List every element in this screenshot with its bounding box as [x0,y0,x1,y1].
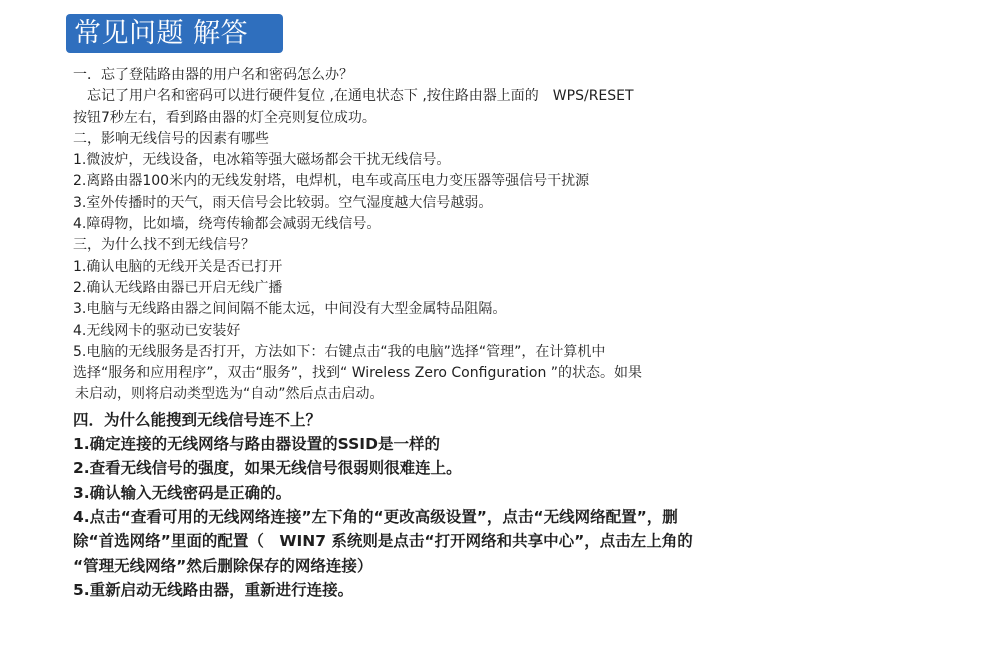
faq-content [73,65,953,602]
faq-question-3: 三，为什么找不到无线信号？ [73,237,255,254]
faq-question-4: 四．为什么能搜到无线信号连不上？ [73,410,322,429]
faq-answer-line: 3.室外传播时的天气，雨天信号会比较弱。空气湿度越大信号越弱。 [73,194,493,211]
faq-answer-line: 2.查看无线信号的强度，如果无线信号很弱则很难连上。 [73,459,462,478]
faq-answer-line: 1.确认电脑的无线开关是否已打开 [73,258,283,275]
faq-answer-line: 5.电脑的无线服务是否打开，方法如下：右键点击“我的电脑”选择“管理”，在计算机中 [73,343,606,360]
faq-answer-line: 2.离路由器100米内的无线发射塔，电焊机，电车或高压电力变压器等强信号干扰源 [73,173,590,190]
faq-answer-line: 4.无线网卡的驱动已安装好 [73,322,241,339]
page-title: 常见问题 解答 [66,14,283,53]
faq-answer-line: 1.确定连接的无线网络与路由器设置的SSID是一样的 [73,435,440,454]
faq-answer-line: 忘记了用户名和密码可以进行硬件复位 ,在通电状态下 ,按住路由器上面的 WPS/RESET [87,88,634,105]
faq-answer-line: 4.点击“查看可用的无线网络连接”左下角的“更改高级设置”，点击“无线网络配置”，删 [73,507,678,526]
faq-answer-line: 5.重新启动无线路由器，重新进行连接。 [73,580,354,599]
faq-answer-line: “管理无线网络”然后删除保存的网络连接） [73,556,373,575]
faq-answer-line: 4.障碍物，比如墙，绕弯传输都会减弱无线信号。 [73,216,381,233]
faq-answer-line: 2.确认无线路由器已开启无线广播 [73,279,283,296]
faq-answer-line: 3.电脑与无线路由器之间间隔不能太远，中间没有大型金属特品阻隔。 [73,301,507,318]
faq-answer-line: 3.确认输入无线密码是正确的。 [73,483,292,502]
faq-answer-line: 选择“服务和应用程序”，双击“服务”，找到“ Wireless Zero Configuration ”的状态。如果 [73,365,643,382]
faq-question-2: 二，影响无线信号的因素有哪些 [73,130,269,147]
faq-answer-line: 按钮7秒左右，看到路由器的灯全亮则复位成功。 [73,109,376,126]
faq-answer-line: 除“首选网络”里面的配置（ WIN7 系统则是点击“打开网络和共享中心”，点击左上角的 [73,532,693,551]
faq-answer-line: 1.微波炉，无线设备，电冰箱等强大磁场都会干扰无线信号。 [73,152,451,169]
faq-answer-line: 未启动，则将启动类型选为“自动”然后点击启动。 [75,386,384,403]
faq-question-1: 一．忘了登陆路由器的用户名和密码怎么办？ [73,67,353,83]
